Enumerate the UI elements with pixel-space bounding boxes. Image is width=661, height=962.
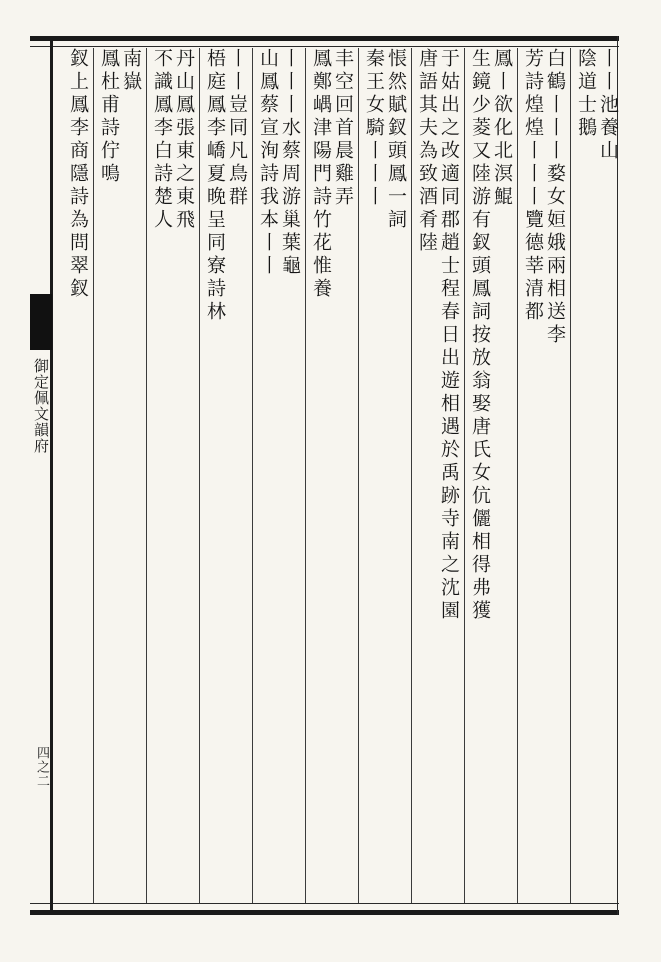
text-column: 秦王女騎丨丨丨 xyxy=(363,48,385,209)
column-rule xyxy=(358,48,359,903)
column-rule xyxy=(570,48,571,903)
text-column: 山鳳蔡宣洵詩我本丨丨 xyxy=(257,48,279,278)
top-border-inner xyxy=(30,46,619,47)
headword-column xyxy=(201,48,229,900)
column-rule xyxy=(252,48,253,903)
headword: 南嶽 xyxy=(120,48,142,94)
column-rule xyxy=(517,48,518,903)
text-column: 悵然賦釵頭鳳一詞 xyxy=(385,48,407,232)
headword-note: 李商隱詩為問翠釵 xyxy=(67,117,89,301)
headword: 丹山鳳 xyxy=(173,48,195,117)
headword-column xyxy=(64,48,92,900)
headword: 梧庭鳳 xyxy=(204,48,226,117)
headword-column xyxy=(95,48,123,900)
bottom-border xyxy=(30,910,619,915)
text-column: 芳詩煌煌丨丨丨覽德莘清都 xyxy=(522,48,544,324)
text-column: 丨丨豈同凡鳥群 xyxy=(226,48,248,209)
headword-column xyxy=(148,48,176,900)
headword-note: 李白詩楚人 xyxy=(151,117,173,232)
text-column: 唐語其夫為致酒肴陸 xyxy=(416,48,438,255)
center-fold-strip xyxy=(0,36,58,915)
column-rule xyxy=(464,48,465,903)
text-column: 丰空回首晨雞弄 xyxy=(332,48,354,209)
top-border xyxy=(30,36,619,41)
book-title: 御定佩文韻府 xyxy=(32,358,50,454)
fish-tail-mark xyxy=(30,294,52,350)
headword: 鳳 xyxy=(98,48,120,71)
headword-note: 張東之東飛 xyxy=(173,117,195,232)
text-column: 丨丨池養山 xyxy=(597,48,619,163)
text-column: 白鶴丨丨丨婺女姮娥兩相送李 xyxy=(544,48,566,347)
column-rule xyxy=(199,48,200,903)
headword: 釵上鳳 xyxy=(67,48,89,117)
text-column: 鳳丨欲化北溟鯤 xyxy=(491,48,513,209)
column-rule xyxy=(305,48,306,903)
text-column: 生鏡少菱又陸游有釵頭鳳詞按放翁娶唐氏女伉儷相得弗獲 xyxy=(469,48,491,623)
bottom-border-inner xyxy=(30,903,619,904)
page-number: 四之二 xyxy=(34,746,49,788)
headword-note: 李嶠夏晚呈同寮詩林 xyxy=(204,117,226,324)
column-rule xyxy=(146,48,147,903)
column-rule xyxy=(411,48,412,903)
text-column: 于姑出之改適同郡趙士程春日出遊相遇於禹跡寺南之沈園 xyxy=(438,48,460,623)
text-column: 鳳鄭嵎津陽門詩竹花惟養 xyxy=(310,48,332,301)
text-column: 丨丨丨水蔡周游巢葉龜 xyxy=(279,48,301,278)
column-rule xyxy=(93,48,94,903)
headword-note: 杜甫詩佇鳴 xyxy=(98,71,120,186)
text-column: 陰道士鵝 xyxy=(575,48,597,140)
headword: 不識鳳 xyxy=(151,48,173,117)
